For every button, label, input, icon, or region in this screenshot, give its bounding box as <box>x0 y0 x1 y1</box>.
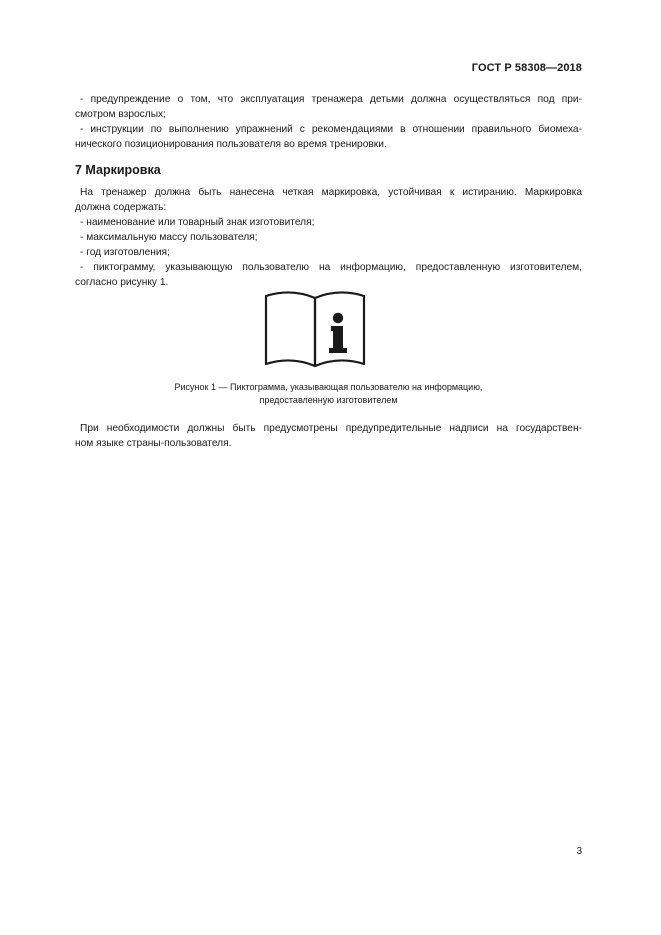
page-number: 3 <box>576 846 582 857</box>
book-info-icon <box>263 290 367 370</box>
intro-line-1: - предупреждение о том, что эксплуатация тренажера детьми должна осуществляться под при- <box>80 94 582 105</box>
figure-caption <box>75 381 582 406</box>
outro-block <box>75 421 582 451</box>
section-line-2: должна содержать: <box>75 202 167 213</box>
intro-block <box>75 92 582 152</box>
section-line-1: На тренажер должна быть нанесена четкая маркировка, устойчивая к истиранию. Маркировка <box>80 187 582 198</box>
outro-line-2: ном языке страны-пользователя. <box>75 438 232 449</box>
outro-line-1: При необходимости должны быть предусмотрены предупредительные надписи на государствен- <box>80 423 582 434</box>
section-line-6: - пиктограмму, указывающую пользователю на информацию, предоставленную изготовителем, <box>80 262 582 273</box>
section-line-3: - наименование или товарный знак изготовителя; <box>80 217 315 228</box>
intro-line-3: - инструкции по выполнению упражнений с рекомендациями в отношении правильного биомеха- <box>80 124 582 135</box>
figure-caption-line-2: предоставленную изготовителем <box>259 394 398 405</box>
figure-caption-line-1: Рисунок 1 — Пиктограмма, указывающая пользователю на информацию, <box>174 382 483 392</box>
section-body <box>75 185 582 290</box>
section-heading: 7 Маркировка <box>75 163 161 177</box>
section-line-5: - год изготовления; <box>80 247 170 258</box>
section-line-4: - максимальную массу пользователя; <box>80 232 258 243</box>
intro-line-4: нического позиционирования пользователя во время тренировки. <box>75 139 387 150</box>
intro-line-2: смотром взрослых; <box>75 109 166 120</box>
document-code: ГОСТ Р 58308—2018 <box>471 62 582 74</box>
section-line-7: согласно рисунку 1. <box>75 277 169 288</box>
